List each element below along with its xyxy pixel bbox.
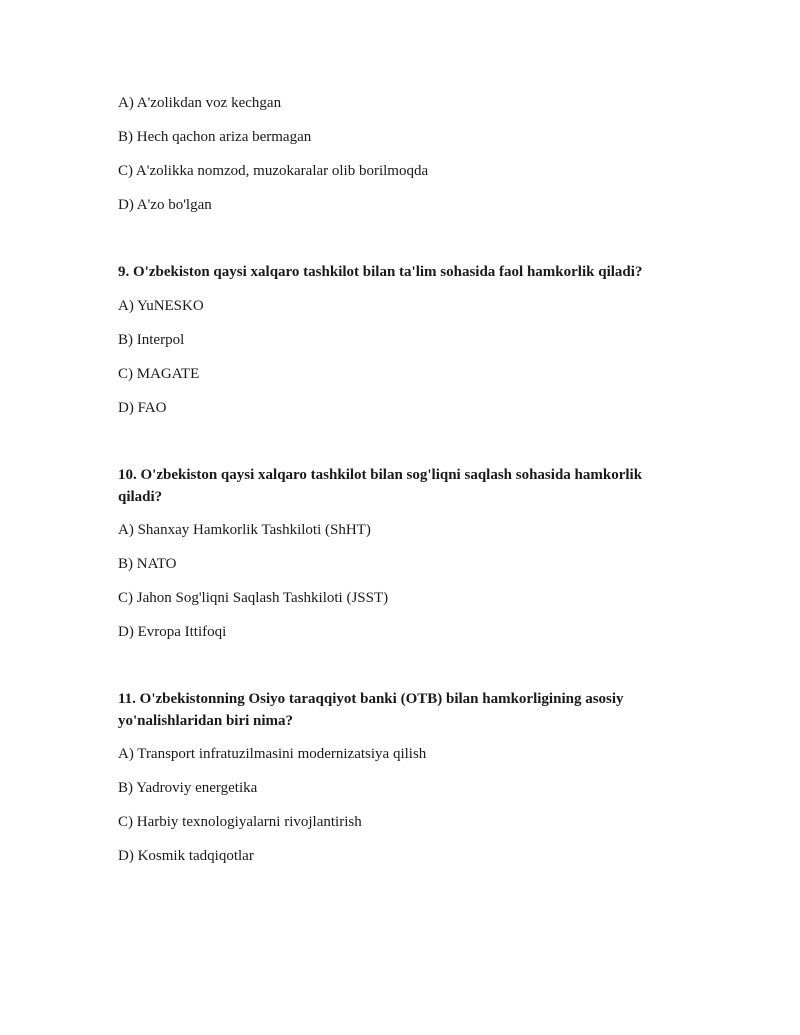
question-10-option-d: D) Evropa Ittifoqi	[118, 624, 227, 640]
question-11-option-c: C) Harbiy texnologiyalarni rivojlantirish	[118, 814, 362, 830]
question-11-option-a: A) Transport infratuzilmasini modernizatsiya qilish	[118, 746, 427, 762]
question-11-text: 11. O'zbekistonning Osiyo taraqqiyot banki (OTB) bilan hamkorligining asosiy yo'nalishlaridan biri nima?	[118, 691, 624, 729]
option-c: C) A'zolikka nomzod, muzokaralar olib borilmoqda	[118, 163, 429, 179]
question-9-option-b: B) Interpol	[118, 332, 185, 348]
question-11-option-d: D) Kosmik tadqiqotlar	[118, 848, 254, 864]
option-b: B) Hech qachon ariza bermagan	[118, 129, 312, 145]
question-11-option-b: B) Yadroviy energetika	[118, 780, 258, 796]
question-10-option-c: C) Jahon Sog'liqni Saqlash Tashkiloti (JSST)	[118, 590, 389, 606]
question-10-text: 10. O'zbekiston qaysi xalqaro tashkilot bilan sog'liqni saqlash sohasida hamkorlik qiladi?	[118, 467, 643, 505]
question-9-option-a: A) YuNESKO	[118, 298, 204, 314]
question-9-text: 9. O'zbekiston qaysi xalqaro tashkilot bilan ta'lim sohasida faol hamkorlik qiladi?	[118, 264, 643, 280]
option-d: D) A'zo bo'lgan	[118, 197, 212, 213]
question-10-option-b: B) NATO	[118, 556, 177, 572]
question-9-option-c: C) MAGATE	[118, 366, 200, 382]
option-a: A) A'zolikdan voz kechgan	[118, 95, 282, 111]
question-10-option-a: A) Shanxay Hamkorlik Tashkiloti (ShHT)	[118, 522, 371, 538]
question-9-option-d: D) FAO	[118, 400, 167, 416]
